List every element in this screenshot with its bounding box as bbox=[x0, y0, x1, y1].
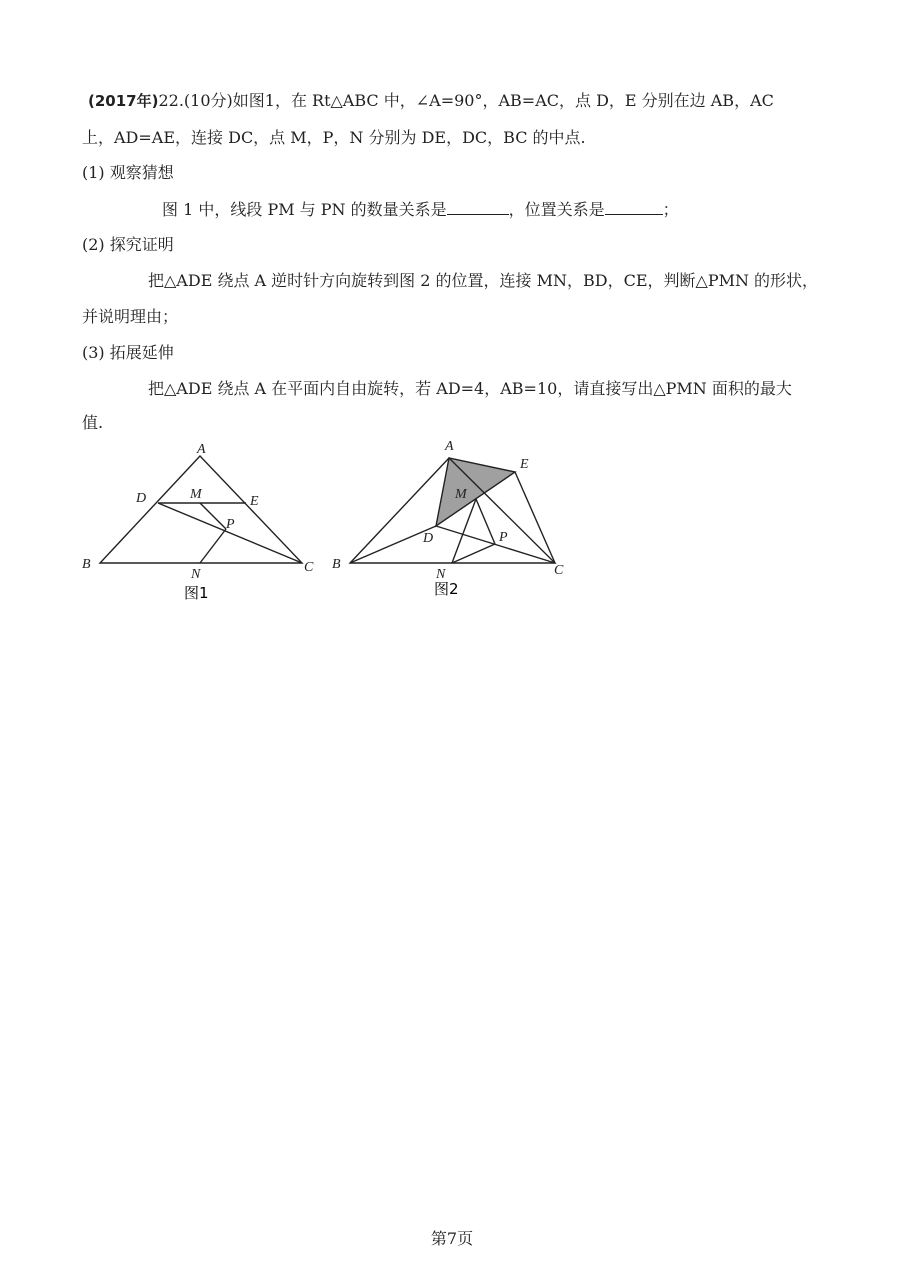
part1-title: (1) 观察猜想 bbox=[82, 163, 174, 182]
page-number: 第7页 bbox=[430, 1229, 474, 1248]
label-a: A bbox=[445, 439, 454, 454]
label-p: P bbox=[226, 517, 235, 532]
figure-2 bbox=[328, 436, 578, 610]
part2-line-1: 把△ADE 绕点 A 逆时针方向旋转到图 2 的位置，连接 MN，BD，CE，判断△PMN 的形状， bbox=[148, 271, 819, 290]
label-c: C bbox=[304, 560, 314, 575]
problem-line-2: 上，AD=AE，连接 DC，点 M，P，N 分别为 DE，DC，BC 的中点. bbox=[82, 128, 586, 147]
label-p: P bbox=[499, 530, 508, 545]
label-m: M bbox=[190, 487, 202, 502]
answer-blank-quantity[interactable] bbox=[447, 198, 509, 215]
label-e: E bbox=[520, 457, 529, 472]
label-d: D bbox=[423, 531, 434, 546]
label-b: B bbox=[82, 557, 91, 572]
label-n: N bbox=[436, 567, 446, 582]
part3-title: (3) 拓展延伸 bbox=[82, 343, 174, 362]
label-a: A bbox=[197, 442, 206, 457]
part1-text-c: ； bbox=[662, 200, 679, 219]
part3-line-1: 把△ADE 绕点 A 在平面内自由旋转，若 AD=4，AB=10，请直接写出△PMN 面积的最大 bbox=[148, 379, 792, 398]
figure-1 bbox=[76, 436, 326, 610]
part3-line-2: 值. bbox=[82, 413, 104, 432]
segment-pn bbox=[200, 529, 226, 563]
part1-text-a: 图 1 中，线段 PM 与 PN 的数量关系是 bbox=[162, 200, 447, 219]
figure-2-caption: 图2 bbox=[434, 580, 459, 598]
part2-title: (2) 探究证明 bbox=[82, 235, 174, 254]
figure-2-diagram bbox=[328, 436, 578, 606]
segment-mp bbox=[476, 499, 495, 544]
part2-line-2: 并说明理由； bbox=[82, 307, 179, 326]
segment-mp bbox=[200, 503, 226, 529]
label-d: D bbox=[136, 491, 147, 506]
triangle-abc bbox=[100, 456, 302, 563]
label-b: B bbox=[332, 557, 341, 572]
label-e: E bbox=[250, 494, 259, 509]
triangle-ade-shaded bbox=[436, 458, 515, 526]
answer-blank-position[interactable] bbox=[605, 198, 663, 215]
segment-dc bbox=[158, 503, 302, 563]
problem-line-1 bbox=[88, 90, 774, 112]
segment-ce bbox=[515, 472, 555, 563]
part1-question bbox=[162, 198, 679, 221]
figure-1-diagram bbox=[76, 436, 326, 606]
label-n: N bbox=[191, 567, 201, 582]
label-m: M bbox=[455, 487, 467, 502]
figure-1-caption: 图1 bbox=[184, 584, 209, 602]
problem-statement-1: 22.(10分)如图1，在 Rt△ABC 中，∠A=90°，AB=AC，点 D，E 分别在边 AB，AC bbox=[158, 91, 774, 110]
year-tag: (2017年) bbox=[88, 92, 159, 110]
part1-text-b: ，位置关系是 bbox=[508, 200, 605, 219]
label-c: C bbox=[554, 563, 564, 578]
